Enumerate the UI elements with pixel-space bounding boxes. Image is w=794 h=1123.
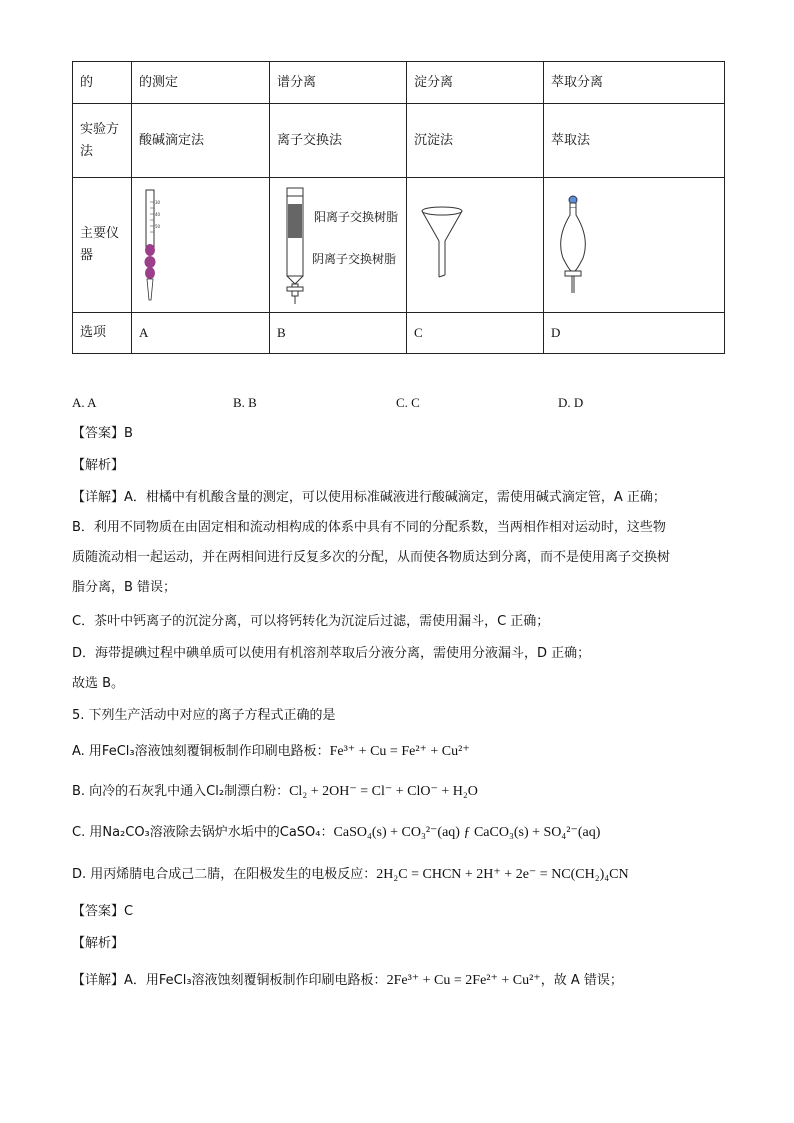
table-cell: 酸碱滴定法 bbox=[132, 104, 270, 178]
burette-cell bbox=[132, 178, 270, 313]
detail-line: 质随流动相一起运动，并在两相间进行反复多次的分配，从而使各物质达到分离，而不是使用离子交换树 bbox=[72, 550, 671, 565]
funnel-icon bbox=[418, 205, 468, 285]
conclusion: 故选 B。 bbox=[72, 676, 125, 691]
table-cell: D bbox=[544, 313, 725, 354]
q5-option-a: A. 用FeCl₃溶液蚀刻覆铜板制作印刷电路板：Fe³⁺ + Cu = Fe²⁺ + Cu²⁺ bbox=[72, 744, 470, 759]
answer-label: 【答案】C bbox=[72, 904, 134, 919]
q5-option-c: C. 用Na₂CO₃溶液除去锅炉水垢中的CaSO₄：CaSO₄(s) + CO₃²⁻(aq) ƒ CaCO₃(s) + SO₄²⁻(aq) bbox=[72, 825, 601, 840]
equation: Fe³⁺ + Cu = Fe²⁺ + Cu²⁺ bbox=[329, 744, 470, 759]
experiment-table bbox=[72, 61, 725, 354]
detail-line: C．茶叶中钙离子的沉淀分离，可以将钙转化为沉淀后过滤，需使用漏斗，C 正确； bbox=[72, 614, 550, 629]
svg-text:40: 40 bbox=[155, 211, 161, 217]
table-cell: 谱分离 bbox=[270, 62, 407, 104]
separatory-funnel-icon bbox=[553, 193, 593, 298]
equation: CaSO₄(s) + CO₃²⁻(aq) ƒ CaCO₃(s) + SO₄²⁻(aq) bbox=[333, 825, 601, 840]
burette-icon bbox=[140, 188, 180, 303]
detail-line: 脂分离，B 错误； bbox=[72, 580, 177, 595]
option-a: A. A bbox=[72, 395, 97, 410]
detail-line: B．利用不同物质在由固定相和流动相构成的体系中具有不同的分配系数，当两相作相对运动时，这些物 bbox=[72, 520, 666, 535]
ion-exchange-column-icon bbox=[282, 186, 312, 306]
table-cell: 实验方法 bbox=[73, 104, 132, 178]
equation: Cl₂ + 2OH⁻ = Cl⁻ + ClO⁻ + H₂O bbox=[289, 784, 478, 799]
table-cell: B bbox=[270, 313, 407, 354]
question-stem: 5. 下列生产活动中对应的离子方程式正确的是 bbox=[72, 708, 336, 723]
table-cell: C bbox=[407, 313, 544, 354]
detail-line: 【详解】A．柑橘中有机酸含量的测定，可以使用标准碱液进行酸碱滴定，需使用碱式滴定管，A 正确； bbox=[72, 490, 666, 505]
table-cell: 沉淀法 bbox=[407, 104, 544, 178]
table-cell: 的测定 bbox=[132, 62, 270, 104]
option-c: C. C bbox=[396, 395, 420, 410]
option-d: D. D bbox=[558, 395, 584, 410]
resin-label-cation: 阳离子交换树脂 bbox=[314, 210, 399, 224]
table-cell: 萃取法 bbox=[544, 104, 725, 178]
table-cell: 淀分离 bbox=[407, 62, 544, 104]
q5-option-b: B. 向冷的石灰乳中通入Cl₂制漂白粉：Cl₂ + 2OH⁻ = Cl⁻ + ClO⁻ + H₂O bbox=[72, 784, 478, 799]
resin-label-anion: 阴离子交换树脂 bbox=[312, 252, 397, 266]
table-cell: 的 bbox=[73, 62, 132, 104]
equation: 2H₂C = CHCN + 2H⁺ + 2e⁻ = NC(CH₂)₄CN bbox=[376, 867, 629, 882]
svg-text:30: 30 bbox=[155, 199, 161, 205]
equation: 2Fe³⁺ + Cu = 2Fe²⁺ + Cu²⁺ bbox=[386, 973, 541, 988]
analysis-label: 【解析】 bbox=[72, 458, 125, 473]
table-cell: 离子交换法 bbox=[270, 104, 407, 178]
funnel-cell bbox=[407, 178, 544, 313]
detail-line: 【详解】A．用FeCl₃溶液蚀刻覆铜板制作印刷电路板：2Fe³⁺ + Cu = 2Fe²⁺ + Cu²⁺，故 A 错误； bbox=[72, 973, 623, 988]
analysis-label: 【解析】 bbox=[72, 936, 125, 951]
table-cell: 主要仪器 bbox=[73, 178, 132, 313]
svg-text:50: 50 bbox=[155, 223, 161, 229]
detail-line: D．海带提碘过程中碘单质可以使用有机溶剂萃取后分液分离，需使用分液漏斗，D 正确； bbox=[72, 646, 591, 661]
table-cell: A bbox=[132, 313, 270, 354]
answer-label: 【答案】B bbox=[72, 426, 133, 441]
option-b: B. B bbox=[233, 395, 257, 410]
ion-exchange-cell bbox=[270, 178, 407, 313]
table-cell: 选项 bbox=[73, 313, 132, 354]
table-cell: 萃取分离 bbox=[544, 62, 725, 104]
separatory-funnel-cell bbox=[544, 178, 725, 313]
q5-option-d: D. 用丙烯腈电合成己二腈，在阳极发生的电极反应：2H₂C = CHCN + 2H⁺ + 2e⁻ = NC(CH₂)₄CN bbox=[72, 867, 629, 882]
